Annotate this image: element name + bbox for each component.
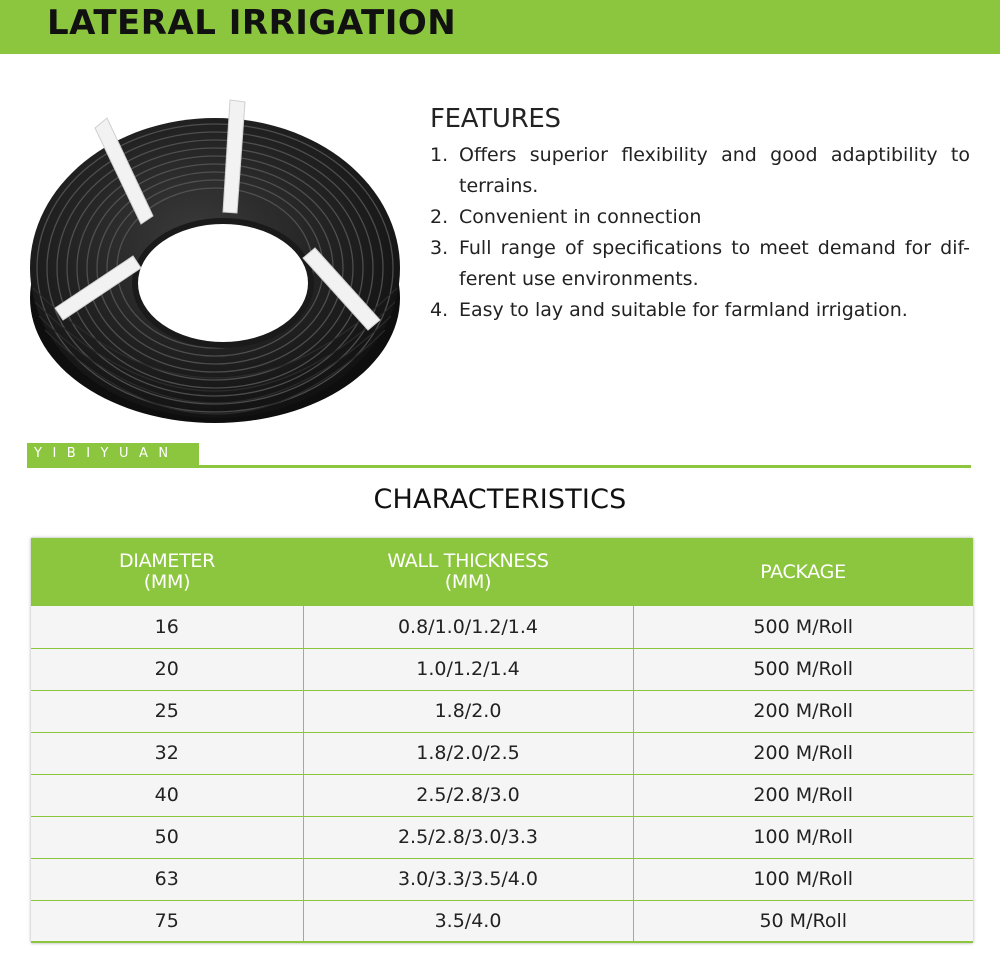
feature-number: 4. [430, 299, 449, 321]
table-row [31, 732, 973, 774]
diameter-cell: 63 [31, 858, 303, 900]
package-cell: 200 M/Roll [633, 732, 973, 774]
feature-item [430, 295, 970, 326]
wall-cell: 1.0/1.2/1.4 [303, 648, 633, 690]
diameter-cell: 50 [31, 816, 303, 858]
package-cell: 500 M/Roll [633, 606, 973, 648]
diameter-header-line2: (MM) [143, 571, 191, 593]
package-cell: 100 M/Roll [633, 858, 973, 900]
package-cell: 50 M/Roll [633, 900, 973, 942]
feature-text: Convenient in connection [459, 206, 702, 228]
wall-thickness-header [303, 538, 633, 606]
feature-number: 2. [430, 206, 449, 228]
wall-cell: 1.8/2.0/2.5 [303, 732, 633, 774]
features-section [430, 104, 970, 326]
table-row [31, 690, 973, 732]
wall-cell: 1.8/2.0 [303, 690, 633, 732]
characteristics-table [31, 538, 973, 943]
package-cell: 200 M/Roll [633, 774, 973, 816]
table-header-row [31, 538, 973, 606]
diameter-cell: 20 [31, 648, 303, 690]
feature-number: 1. [430, 144, 449, 166]
package-cell: 100 M/Roll [633, 816, 973, 858]
pipe-coil-image [25, 88, 415, 433]
table-row [31, 606, 973, 648]
table-row [31, 774, 973, 816]
page-title: LATERAL IRRIGATION [47, 3, 457, 43]
diameter-header [31, 538, 303, 606]
wall-cell: 2.5/2.8/3.0/3.3 [303, 816, 633, 858]
wall-cell: 2.5/2.8/3.0 [303, 774, 633, 816]
feature-item [430, 140, 970, 202]
package-header: PACKAGE [633, 538, 973, 606]
brand-tag: YIBIYUAN [27, 443, 199, 465]
feature-text: Full range of specifications to meet demand for dif-ferent use environments. [459, 237, 970, 290]
package-cell: 200 M/Roll [633, 690, 973, 732]
characteristics-title: CHARACTERISTICS [373, 484, 627, 515]
diameter-cell: 75 [31, 900, 303, 942]
diameter-cell: 32 [31, 732, 303, 774]
diameter-cell: 16 [31, 606, 303, 648]
features-title: FEATURES [430, 104, 561, 134]
feature-text: Offers superior flexibility and good adaptibility to terrains. [459, 144, 970, 197]
table-row [31, 648, 973, 690]
feature-text: Easy to lay and suitable for farmland irrigation. [459, 299, 908, 321]
diameter-cell: 25 [31, 690, 303, 732]
package-cell: 500 M/Roll [633, 648, 973, 690]
table-row [31, 858, 973, 900]
feature-item [430, 233, 970, 295]
table-row [31, 816, 973, 858]
header-banner [0, 0, 1000, 54]
wall-header-line1: WALL THICKNESS [387, 550, 549, 572]
section-divider [27, 465, 971, 468]
diameter-cell: 40 [31, 774, 303, 816]
feature-item [430, 202, 970, 233]
diameter-header-line1: DIAMETER [118, 550, 216, 572]
wall-cell: 3.5/4.0 [303, 900, 633, 942]
wall-cell: 0.8/1.0/1.2/1.4 [303, 606, 633, 648]
wall-cell: 3.0/3.3/3.5/4.0 [303, 858, 633, 900]
feature-list [430, 140, 970, 326]
feature-number: 3. [430, 237, 449, 259]
table-row [31, 900, 973, 942]
wall-header-line2: (MM) [444, 571, 492, 593]
